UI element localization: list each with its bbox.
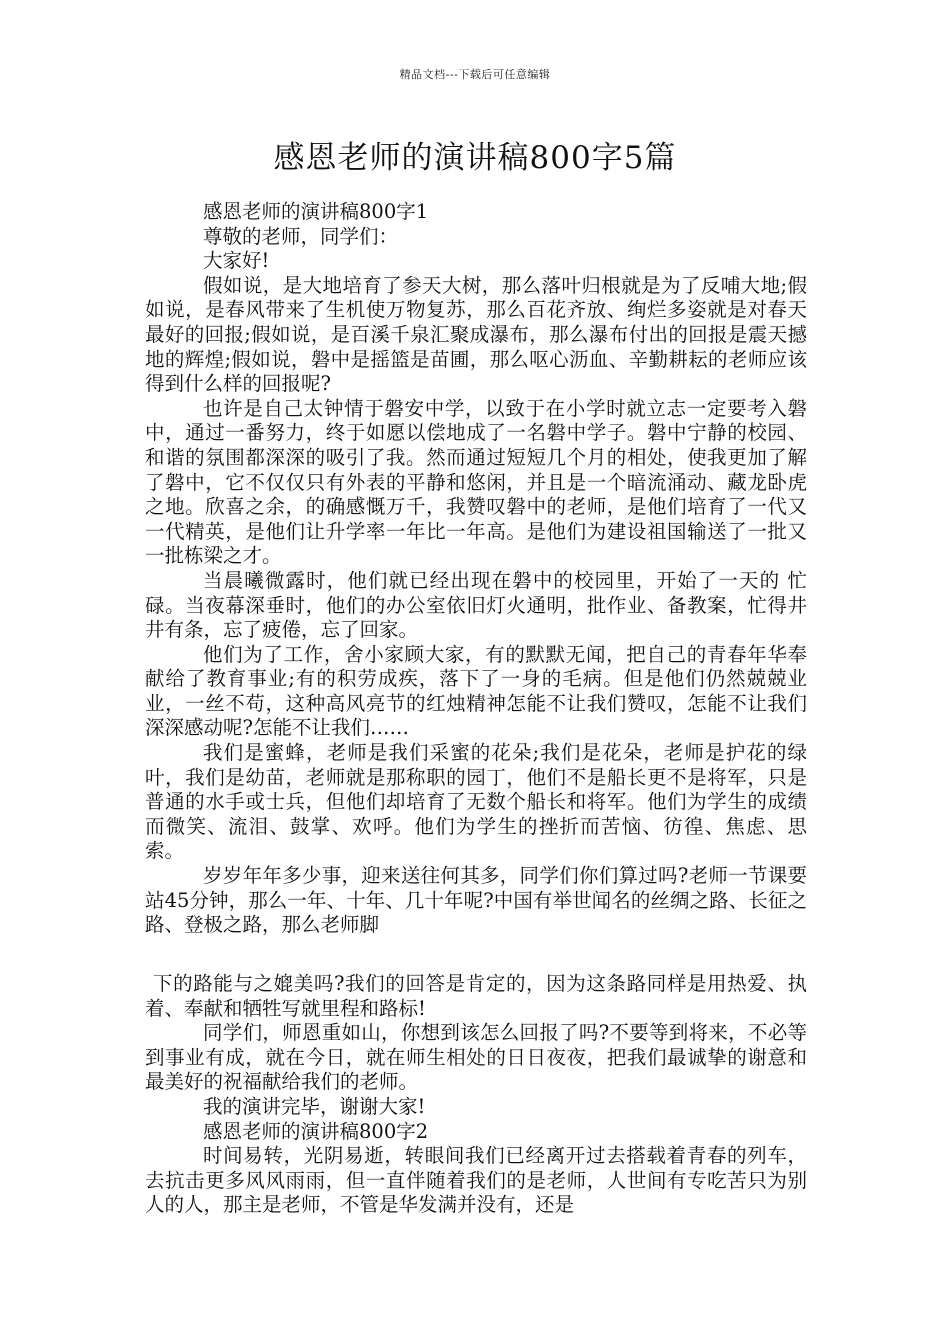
paragraph: 我们是蜜蜂，老师是我们采蜜的花朵;我们是花朵，老师是护花的绿叶，我们是幼苗，老师就是那称职的园丁，他们不是船长更不是将军，只是普通的水手或士兵，但他们却培育了无数个船长和将军。他们为学生的成绩而微笑、流泪、鼓掌、欢呼。他们为学生的挫折而苦恼、彷徨、焦虑、思索。 (145, 741, 807, 863)
greeting: 大家好! (203, 249, 270, 273)
section-heading-2: 感恩老师的演讲稿800字2 (203, 1119, 429, 1143)
paragraph-continuation: 下的路能与之媲美吗?我们的回答是肯定的，因为这条路同样是用热爱、执着、奉献和牺牲写就里程和路标! (145, 972, 807, 1020)
paragraph: 岁岁年年多少事，迎来送往何其多，同学们你们算过吗?老师一节课要站45分钟，那么一年、十年、几十年呢?中国有举世闻名的丝绸之路、长征之路、登极之路，那么老师脚 (145, 864, 807, 937)
salutation: 尊敬的老师，同学们： (203, 224, 399, 248)
paragraph: 也许是自己太钟情于磐安中学，以致于在小学时就立志一定要考入磐中，通过一番努力，终于如愿以偿地成了一名磐中学子。磐中宁静的校园、和谐的氛围都深深的吸引了我。然而通过短短几个月的相处，使我更加了解了磐中，它不仅仅只有外表的平静和悠闲，并且是一个暗流涌动、藏龙卧虎之地。欣喜之余，的确感慨万千，我赞叹磐中的老师，是他们培育了一代又一代精英，是他们让升学率一年比一年高。是他们为建设祖国输送了一批又一批栋梁之才。 (145, 396, 807, 568)
paragraph: 他们为了工作，舍小家顾大家，有的默默无闻，把自己的青春年华奉献给了教育事业;有的积劳成疾，落下了一身的毛病。但是他们仍然兢兢业业，一丝不苟，这种高风亮节的红烛精神怎能不让我们赞叹，怎能不让我们深深感动呢?怎能不让我们…… (145, 642, 807, 740)
body-block-2 (145, 972, 807, 1218)
paragraph: 当晨曦微露时，他们就已经出现在磐中的校园里，开始了一天的 忙碌。当夜幕深垂时，他们的办公室依旧灯火通明，批作业、备教案，忙得井井有条，忘了疲倦，忘了回家。 (145, 568, 807, 642)
page-header: 精品文档---下载后可任意编辑 (399, 68, 551, 81)
paragraph: 同学们，师恩重如山，你想到该怎么回报了吗?不要等到将来，不必等到事业有成，就在今日，就在师生相处的日日夜夜，把我们最诚挚的谢意和最美好的祝福献给我们的老师。 (145, 1021, 807, 1094)
paragraph: 假如说，是大地培育了参天大树，那么落叶归根就是为了反哺大地;假如说，是春风带来了生机使万物复苏，那么百花齐放、绚烂多姿就是对春天最好的回报;假如说，是百溪千泉汇聚成瀑布，那么瀑布付出的回报是震天撼地的辉煌;假如说，磐中是摇篮是苗圃，那么呕心沥血、辛勤耕耘的老师应该得到什么样的回报呢? (145, 273, 807, 396)
document-title: 感恩老师的演讲稿800字5篇 (273, 140, 677, 176)
paragraph: 时间易转，光阴易逝，转眼间我们已经离开过去搭载着青春的列车，去抗击更多风风雨雨，但一直伴随着我们的是老师，人世间有专吃苦只为别人的人，那主是老师，不管是华发满并没有，还是 (145, 1144, 807, 1217)
closing-line: 我的演讲完毕，谢谢大家! (203, 1094, 426, 1118)
body-block-1 (145, 200, 807, 938)
section-heading-1: 感恩老师的演讲稿800字1 (203, 200, 429, 223)
